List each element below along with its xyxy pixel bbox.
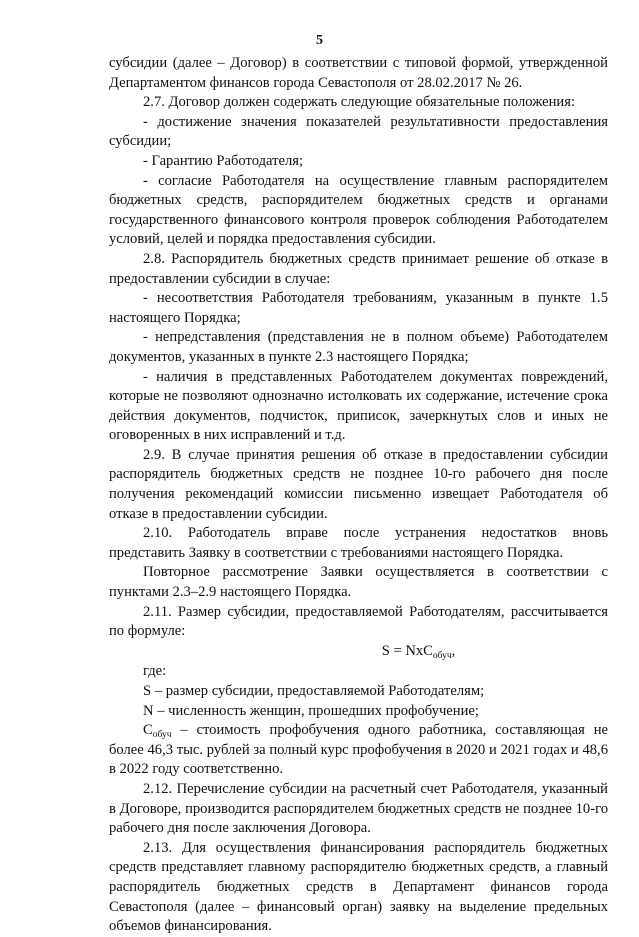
paragraph-2-10: 2.10. Работодатель вправе после устранения недостатков вновь представить Заявку в соответствии с требованиями настоящего Порядка. <box>109 525 608 561</box>
definition-text: – стоимость профобучения одного работника, составляющая не более 46,3 тыс. рублей за полный курс профобучения в 2020 и 2021 годах и 48,6 в 2022 году соответственно. <box>109 722 608 778</box>
where-label: где: <box>143 663 167 680</box>
formula-subscript: обуч <box>432 650 452 661</box>
document-body <box>109 54 608 937</box>
list-item-document-damage: - наличия в представленных Работодателем документах повреждений, которые не позволяют однозначно истолковать их содержание, истечение срока действия документов, подчисток, приписок, зачеркнутых слов и иных не оговоренных в них исправлений и т.д. <box>109 368 608 444</box>
definition-n: N – численность женщин, прошедших профобучение; <box>143 702 479 719</box>
definition-symbol: C <box>143 722 153 739</box>
formula-tail: , <box>451 642 456 659</box>
page-number: 5 <box>316 33 323 48</box>
definition-symbol-subscript: обуч <box>152 730 172 741</box>
paragraph-repeat-review: Повторное рассмотрение Заявки осуществляется в соответствии с пунктами 2.3–2.9 настоящего Порядка. <box>109 564 608 601</box>
paragraph-2-9: 2.9. В случае принятия решения об отказе в предоставлении субсидии распорядитель бюджетных средств не позднее 10-го рабочего дня после получения рекомендаций комиссии письменно извещает Работодателя об отказе в предоставлении субсидии. <box>109 446 608 522</box>
paragraph-2-8: 2.8. Распорядитель бюджетных средств принимает решение об отказе в предоставлении субсидии в случае: <box>109 250 608 287</box>
definition-s: S – размер субсидии, предоставляемой Работодателям; <box>143 683 485 699</box>
formula-main: S = NxC <box>381 642 433 659</box>
list-item-documents-missing: - непредставления (представления не в полном объеме) Работодателем документов, указанных в пункте 2.3 настоящего Порядка; <box>109 329 608 365</box>
paragraph-2-11: 2.11. Размер субсидии, предоставляемой Работодателям, рассчитывается по формуле: <box>109 603 608 640</box>
list-item-nonconformity: - несоответствия Работодателя требованиям, указанным в пункте 1.5 настоящего Порядка; <box>109 290 608 326</box>
list-item-performance-indicators: - достижение значения показателей результативности предоставления субсидии; <box>109 113 608 150</box>
paragraph-2-7: 2.7. Договор должен содержать следующие обязательные положения: <box>143 94 575 111</box>
list-item-employer-guarantee: - Гарантию Работодателя; <box>143 152 303 169</box>
subsidy-formula <box>109 642 608 662</box>
list-item-consent-inspections: - согласие Работодателя на осуществление главным распорядителем бюджетных средств, распорядителем бюджетных средств и органами государственного финансового контроля проверок соблюдения Работодателем условий, целей и порядка предоставления субсидии. <box>109 172 608 248</box>
definition-c-training <box>109 721 608 780</box>
paragraph-2-12: 2.12. Перечисление субсидии на расчетный счет Работодателя, указанный в Договоре, производится распорядителем бюджетных средств не позднее 10-го рабочего дня после заключения Договора. <box>109 780 608 837</box>
paragraph-contract-continuation: субсидии (далее – Договор) в соответствии с типовой формой, утвержденной Департаментом финансов города Севастополя от 28.02.2017 № 26. <box>109 55 608 91</box>
paragraph-2-13: 2.13. Для осуществления финансирования распорядитель бюджетных средств представляет главному распорядителю бюджетных средств, а главный распорядитель бюджетных средств в Департамент финансов города Севастополя (далее – финансовый орган) заявку на выделение предельных объемов финансирования. <box>109 839 608 935</box>
